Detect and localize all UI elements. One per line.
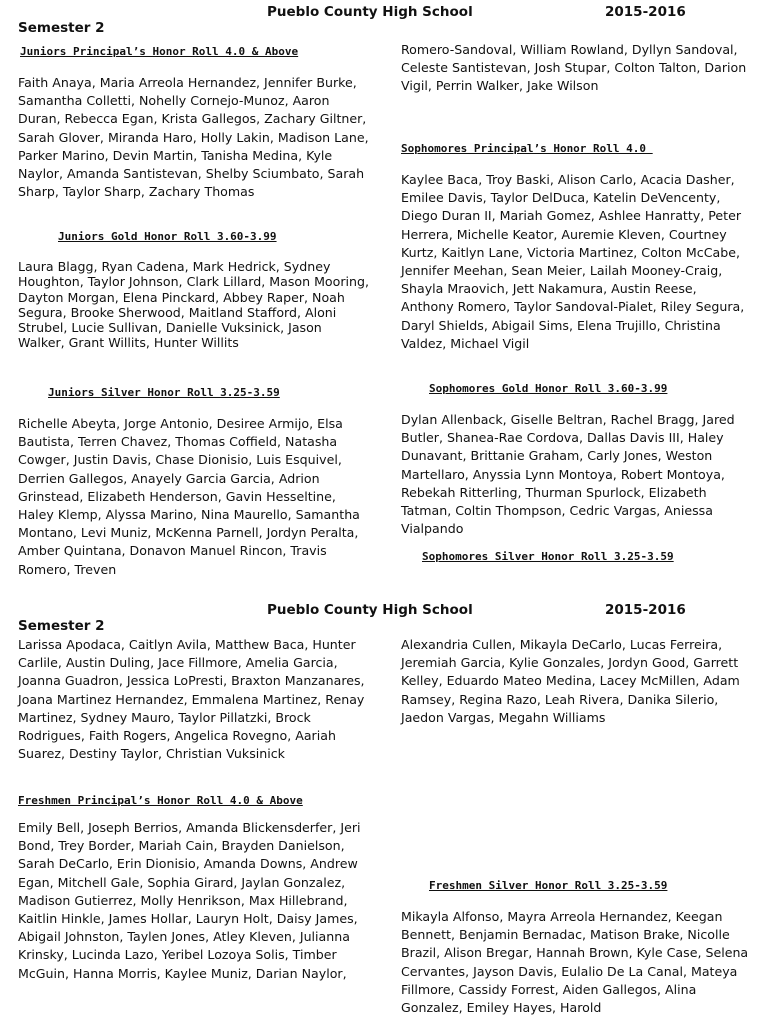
school-year: 2015-2016: [605, 4, 686, 20]
juniors-silver-continued: [401, 41, 753, 96]
name-list: Kaylee Baca, Troy Baski, Alison Carlo, Acacia Dasher, Emilee Davis, Taylor DelDuca, Katelin DeVencenty, Diego Duran II, Mariah Gomez, Ashlee Hanratty, Peter Herrera, Michelle Keator, Auremie Kleven, Courtney Kurtz, Kaitlyn Lane, Victoria Martinez, Colton McCabe, Jennifer Meehan, Sean Meier, Lailah Mooney-Craig, Shayla Mraovich, Jett Nakamura, Austin Reese, Anthony Romero, Taylor Sandoval-Pialet, Riley Segura, Daryl Shields, Abigail Sims, Elena Trujillo, Christina Valdez, Michael Vigil: [401, 172, 745, 351]
sophomores-principal-section: [401, 140, 753, 353]
section-heading: Juniors Gold Honor Roll 3.60-3.99: [58, 230, 277, 243]
section-heading: Sophomores Principal’s Honor Roll 4.0: [401, 142, 653, 155]
name-list: Emily Bell, Joseph Berrios, Amanda Blickensderfer, Jeri Bond, Trey Border, Mariah Cain, Brayden Danielson, Sarah DeCarlo, Erin Dionisio, Amanda Downs, Andrew Egan, Mitchell Gale, Sophia Girard, Jaylan Gonzalez, Madison Gutierrez, Molly Henrikson, Max Hillebrand, Kaitlin Hinkle, James Hollar, Lauryn Holt, Daisy James, Abigail Johnston, Taylen Jones, Atley Kleven, Julianna Krinsky, Lucinda Lazo, Yeribel Lozoya Solis, Timber McGuin, Hanna Morris, Kaylee Muniz, Darian Naylor,: [18, 820, 361, 981]
name-list: Larissa Apodaca, Caitlyn Avila, Matthew Baca, Hunter Carlile, Austin Duling, Jace Fillmore, Amelia Garcia, Joanna Guadron, Jessica LoPresti, Braxton Manzanares, Joana Martinez Hernandez, Emmalena Martinez, Renay Martinez, Sydney Mauro, Taylor Pillatzki, Brock Rodrigues, Faith Rogers, Angelica Rovegno, Aariah Suarez, Destiny Taylor, Christian Vuksinick: [18, 637, 365, 762]
section-heading: Freshmen Principal’s Honor Roll 4.0 & Above: [18, 794, 303, 807]
name-list: Mikayla Alfonso, Mayra Arreola Hernandez, Keegan Bennett, Benjamin Bernadac, Matison Brake, Nicolle Brazil, Alison Bregar, Hannah Brown, Kyle Case, Selena Cervantes, Jayson Davis, Eulalio De La Canal, Mateya Fillmore, Cassidy Forrest, Aiden Gallegos, Alina Gonzalez, Emiley Hayes, Harold: [401, 909, 749, 1016]
sophomores-silver-names: [18, 636, 370, 763]
juniors-principal-section: [18, 43, 370, 201]
juniors-silver-section: [18, 384, 370, 579]
page-2: [0, 598, 768, 1024]
name-list: Romero-Sandoval, William Rowland, Dyllyn Sandoval, Celeste Santistevan, Josh Stupar, Colton Talton, Darion Vigil, Perrin Walker, Jake Wilson: [401, 42, 747, 94]
school-name: Pueblo County High School: [267, 4, 473, 20]
name-list: Alexandria Cullen, Mikayla DeCarlo, Lucas Ferreira, Jeremiah Garcia, Kylie Gonzales, Jordyn Good, Garrett Kelley, Eduardo Mateo Medina, Lacey McMillen, Adam Ramsey, Regina Razo, Leah Rivera, Danika Silerio, Jaedon Vargas, Megahn Williams: [401, 637, 740, 725]
semester-label: Semester 2: [18, 618, 105, 634]
school-name: Pueblo County High School: [267, 602, 473, 618]
freshmen-principal-section: [18, 792, 370, 983]
name-list: Faith Anaya, Maria Arreola Hernandez, Jennifer Burke, Samantha Colletti, Nohelly Cornejo-Munoz, Aaron Duran, Rebecca Egan, Krista Gallegos, Zachary Giltner, Sarah Glover, Miranda Haro, Holly Lakin, Madison Lane, Parker Marino, Devin Martin, Tanisha Medina, Kyle Naylor, Amanda Santistevan, Shelby Sciumbato, Sarah Sharp, Taylor Sharp, Zachary Thomas: [18, 75, 369, 200]
school-year: 2015-2016: [605, 602, 686, 618]
name-list: Richelle Abeyta, Jorge Antonio, Desiree Armijo, Elsa Bautista, Terren Chavez, Thomas Coffield, Natasha Cowger, Justin Davis, Chase Dionisio, Luis Esquivel, Derrien Gallegos, Anayely Garcia Garcia, Adrion Grinstead, Elizabeth Henderson, Gavin Hesseltine, Haley Klemp, Alyssa Marino, Nina Maurello, Samantha Montano, Levi Muniz, McKenna Parnell, Jordyn Peralta, Amber Quintana, Donavon Manuel Rincon, Travis Romero, Treven: [18, 416, 360, 577]
sophomores-silver-section: [401, 548, 753, 565]
freshmen-silver-section: [401, 877, 753, 1017]
section-heading: Freshmen Silver Honor Roll 3.25-3.59: [429, 879, 668, 892]
name-list: Dylan Allenback, Giselle Beltran, Rachel Bragg, Jared Butler, Shanea-Rae Cordova, Dallas Davis III, Haley Dunavant, Brittanie Graham, Carly Jones, Weston Martellaro, Anyssia Lynn Montoya, Robert Montoya, Rebekah Ritterling, Thurman Spurlock, Elizabeth Tatman, Coltin Thompson, Cedric Vargas, Aniessa Vialpando: [401, 412, 735, 537]
freshmen-gold-names: [401, 636, 753, 727]
juniors-gold-section: [18, 228, 370, 351]
sophomores-gold-section: [401, 380, 753, 538]
section-heading: Sophomores Gold Honor Roll 3.60-3.99: [429, 382, 668, 395]
name-list: Laura Blagg, Ryan Cadena, Mark Hedrick, Sydney Houghton, Taylor Johnson, Clark Lillard, Mason Mooring, Dayton Morgan, Elena Pinckard, Abbey Raper, Noah Segura, Brooke Sherwood, Maitland Stafford, Aloni Strubel, Lucie Sullivan, Danielle Vuksinick, Jason Walker, Grant Willits, Hunter Willits: [18, 259, 370, 351]
semester-label: Semester 2: [18, 20, 105, 36]
section-heading: Juniors Principal’s Honor Roll 4.0 & Above: [20, 45, 299, 58]
section-heading: Juniors Silver Honor Roll 3.25-3.59: [48, 386, 280, 399]
section-heading: Sophomores Silver Honor Roll 3.25-3.59: [422, 550, 674, 563]
